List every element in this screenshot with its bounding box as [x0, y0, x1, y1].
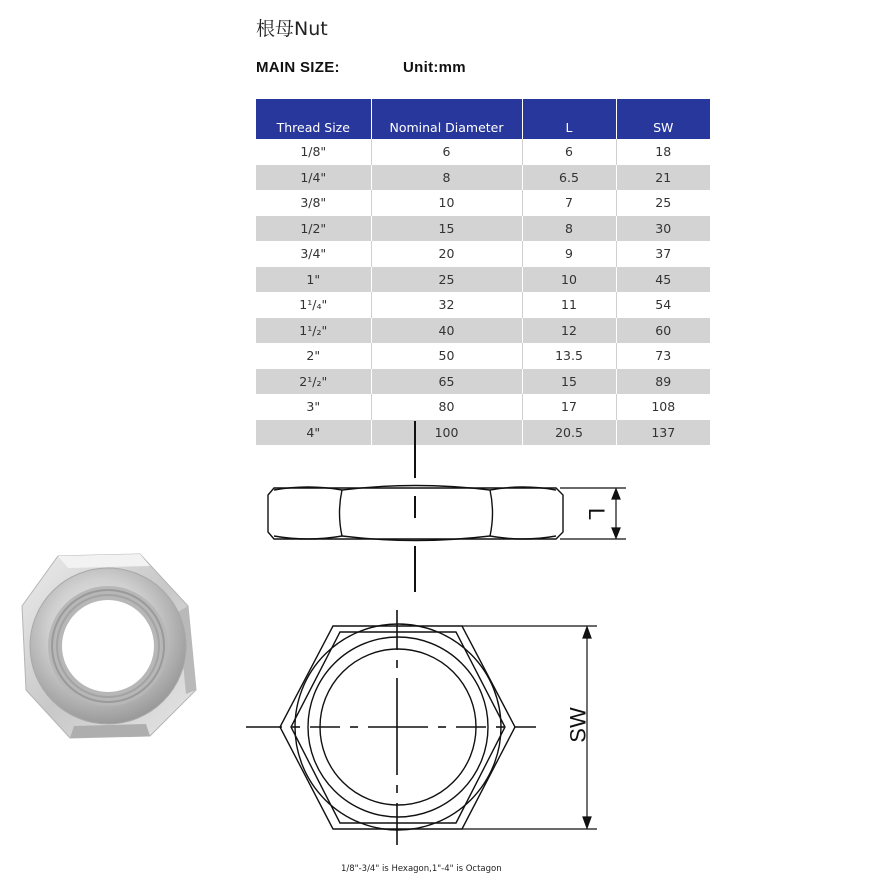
unit-label: Unit:mm	[403, 59, 466, 76]
header-sw: SW	[616, 99, 710, 139]
cell-nominal-diameter: 100	[371, 420, 522, 446]
cell-nominal-diameter: 50	[371, 343, 522, 369]
cell-sw: 45	[616, 267, 710, 293]
cell-thread-size: 2"	[256, 343, 371, 369]
cell-l: 12	[522, 318, 616, 344]
header-l: L	[522, 99, 616, 139]
header-thread-size: Thread Size	[256, 99, 371, 139]
cell-l: 15	[522, 369, 616, 395]
cell-sw: 89	[616, 369, 710, 395]
cell-thread-size: 1/4"	[256, 165, 371, 191]
nut-photo	[22, 554, 196, 738]
main-size-label: MAIN SIZE:	[256, 59, 340, 76]
cell-thread-size: 1¹/₂"	[256, 318, 371, 344]
front-view-centerlines	[246, 610, 536, 845]
cell-sw: 25	[616, 190, 710, 216]
cell-nominal-diameter: 8	[371, 165, 522, 191]
cell-thread-size: 3"	[256, 394, 371, 420]
cell-sw: 37	[616, 241, 710, 267]
cell-sw: 60	[616, 318, 710, 344]
cell-sw: 73	[616, 343, 710, 369]
cell-sw: 18	[616, 139, 710, 165]
cell-l: 6	[522, 139, 616, 165]
cell-sw: 108	[616, 394, 710, 420]
cell-thread-size: 4"	[256, 420, 371, 446]
cell-thread-size: 2¹/₂"	[256, 369, 371, 395]
cell-nominal-diameter: 40	[371, 318, 522, 344]
cell-nominal-diameter: 65	[371, 369, 522, 395]
cell-thread-size: 1/8"	[256, 139, 371, 165]
footnote: 1/8"-3/4" is Hexagon,1"-4" is Octagon	[341, 864, 502, 874]
cell-thread-size: 1/2"	[256, 216, 371, 242]
cell-sw: 54	[616, 292, 710, 318]
cell-l: 9	[522, 241, 616, 267]
cell-nominal-diameter: 32	[371, 292, 522, 318]
cell-nominal-diameter: 15	[371, 216, 522, 242]
sw-dimension-label: SW	[565, 707, 591, 743]
cell-l: 8	[522, 216, 616, 242]
cell-thread-size: 3/4"	[256, 241, 371, 267]
cell-nominal-diameter: 10	[371, 190, 522, 216]
cell-l: 7	[522, 190, 616, 216]
cell-thread-size: 3/8"	[256, 190, 371, 216]
cell-l: 6.5	[522, 165, 616, 191]
header-nominal-diameter: Nominal Diameter	[371, 99, 522, 139]
cell-l: 10	[522, 267, 616, 293]
cell-nominal-diameter: 6	[371, 139, 522, 165]
cell-sw: 30	[616, 216, 710, 242]
cell-l: 13.5	[522, 343, 616, 369]
cell-l: 11	[522, 292, 616, 318]
cell-l: 20.5	[522, 420, 616, 446]
cell-nominal-diameter: 25	[371, 267, 522, 293]
cell-sw: 137	[616, 420, 710, 446]
l-dimension-label: L	[584, 507, 610, 521]
cell-sw: 21	[616, 165, 710, 191]
cell-nominal-diameter: 80	[371, 394, 522, 420]
page-title: 根母Nut	[256, 18, 328, 40]
cell-l: 17	[522, 394, 616, 420]
cell-thread-size: 1"	[256, 267, 371, 293]
cell-thread-size: 1¹/₄"	[256, 292, 371, 318]
cell-nominal-diameter: 20	[371, 241, 522, 267]
